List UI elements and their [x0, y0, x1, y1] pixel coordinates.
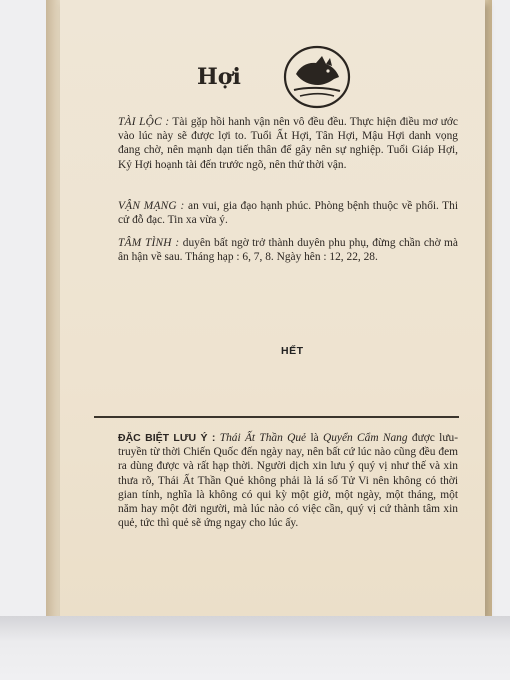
table-surface [0, 616, 510, 680]
special-note [118, 431, 458, 530]
note-book-name: Quyển Cẩm Nang [323, 432, 408, 444]
section-lead: TÀI LỘC : [118, 116, 170, 128]
section-lead: VẬN MẠNG : [118, 200, 185, 212]
section-text: Tài gặp hồi hanh vận nên vô đều đều. Thực hiện điều mơ ước vào lúc này sẽ được lợi to. Tuổi Ất Hợi, Tân Hợi, Mậu Hợi danh vọng đang chờ, nên mạnh dạn tiến thân để gây nên sự nghiệp. Tuổi Giáp Hợi, Kỷ Hợi hoạnh tài đến trước ngõ, nên thử thời vận. [118, 116, 458, 171]
page-edge [484, 0, 492, 620]
section-tam-tinh [118, 236, 458, 264]
note-lead: ĐẶC BIỆT LƯU Ý : [118, 432, 216, 444]
divider [94, 416, 459, 418]
section-van-mang [118, 199, 458, 227]
page-title: Hợi [197, 64, 241, 90]
pig-zodiac-emblem-icon [282, 44, 352, 110]
section-lead: TÂM TÌNH : [118, 237, 180, 249]
end-mark: HẾT [281, 345, 304, 357]
section-tai-loc [118, 115, 458, 172]
section-text: duyên bất ngờ trở thành duyên phu phụ, đừng chần chờ mà ân hận về sau. Tháng hạp : 6, 7, 8. Ngày hên : 12, 22, 28. [118, 237, 458, 264]
section-text: an vui, gia đạo hạnh phúc. Phòng bệnh thuộc về phổi. Thi cử đỗ đạc. Tin xa vừa ý. [118, 200, 458, 227]
note-text-2: được lưu-truyền từ thời Chiến Quốc đến ngày nay, nên bất cứ lúc nào cũng đều đem ra dùng được và rất hạp thời. Người dịch xin lưu ý quý vị như thế và xin thưa rõ, Thái Ất Thần Quẻ không phải là lá số Tử Vi nên không có thời gian tính, nghĩa là không có qui kỳ một giờ, một ngày, một tháng, một năm hay một đời người, mà lúc nào có việc cần, quý vị cứ thành tâm xin quẻ, tức thì quẻ sẽ ứng ngay cho lúc ấy. [118, 432, 458, 530]
note-book-title: Thái Ất Thần Quẻ [219, 432, 307, 444]
note-text-1: là [310, 432, 319, 444]
